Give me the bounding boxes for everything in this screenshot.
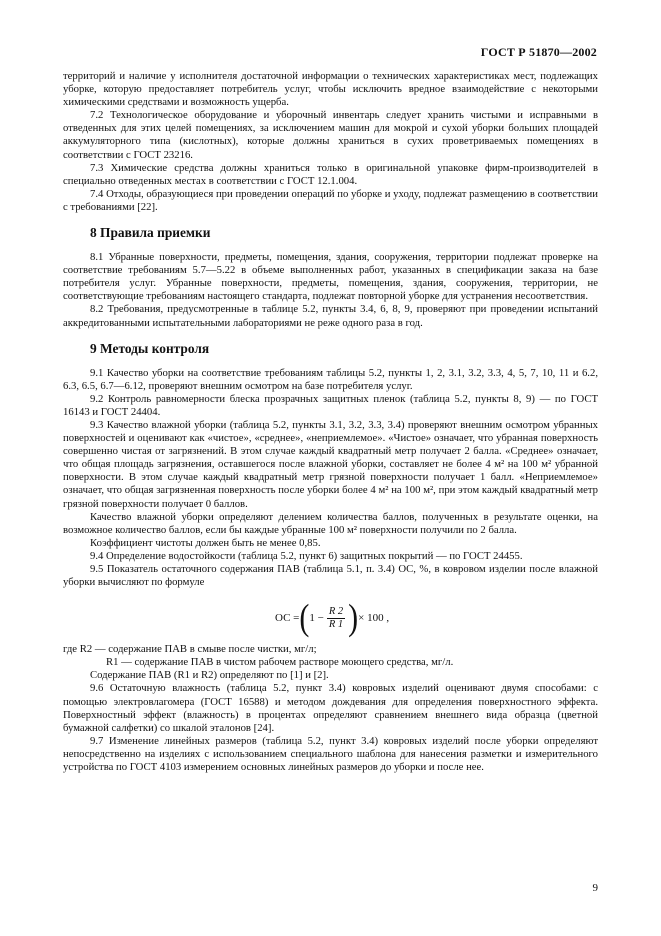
formula-os — [63, 596, 598, 639]
formula-rhs: × 100 , — [358, 611, 390, 624]
paragraph-intro: территорий и наличие у исполнителя достаточной информации о технических характеристиках мест, подлежащих уборке, которую предоставляет потребитель услуг, чтобы исключить вредное взаимодействие с некоторыми химическими средствами и возможность ущерба. — [63, 70, 598, 109]
formula-numerator: R 2 — [328, 605, 344, 617]
page-number: 9 — [592, 882, 598, 894]
formula-denominator: R 1 — [328, 618, 344, 630]
paragraph-9-3-coefficient: Коэффициент чистоты должен быть не менее 0,85. — [90, 536, 321, 549]
paragraph-9-7: 9.7 Изменение линейных размеров (таблица 5.2, пункт 3.4) ковровых изделий после уборки определяют непосредственно на изделиях с использованием специального шаблона для нанесения разметки и измерительного устройства по ГОСТ 4103 измерением основных линейных размеров до уборки и после нее. — [63, 734, 598, 774]
paragraph-9-3: 9.3 Качество влажной уборки (таблица 5.2, пункты 3.1, 3.2, 3.3, 3.4) проверяют внешним осмотром убранных поверхностей и оценивают как «чистое», «среднее», «неприемлемое». «Чистое» означает, что убранная поверхность совершенно чистая от загрязнений. В этом случае каждый квадратный метр получает 2 балла. «Среднее» означает, что общая площадь загрязнения, оставшегося после влажной уборки, составляет не более 4 м² на 100 м² убранной поверхности. В этом случае каждый квадратный метр грязной поверхности получает 1 балл. «Неприемлемое» означает, что общая загрязненная поверхность после уборки более 4 м² на 100 м², при этом каждый квадратный метр грязной поверхности получает 0 баллов. — [63, 418, 598, 510]
paragraph-9-1: 9.1 Качество уборки на соответствие требованиям таблицы 5.2, пункты 1, 2, 3.1, 3.2, 3.3, 4, 5, 7, 10, 11 и 6.2, 6.3, 6.5, 6.7—6.12, проверяют внешним осмотром на базе потребителя услуг. — [63, 366, 598, 392]
document-body — [63, 70, 598, 774]
formula-right-paren: ) — [348, 596, 359, 639]
paragraph-9-6: 9.6 Остаточную влажность (таблица 5.2, пункт 3.4) ковровых изделий оценивают двумя способами: с помощью электровлагомера (ГОСТ 16588) и методом дождевания для определения поверхностного эффекта. Поверхностный эффект (влажность) в процентах определяют сравнением внешнего вида образца (цветной бумажной салфетки) со шкалой эталонов [24]. — [63, 682, 598, 734]
where-r1: R1 — содержание ПАВ в чистом рабочем растворе моющего средства, мг/л. — [106, 656, 454, 669]
formula-lhs: ОС = — [275, 611, 300, 624]
paragraph-7-2: 7.2 Технологическое оборудование и уборочный инвентарь следует хранить чистыми и исправными в отведенных для этих целей помещениях, за исключением машин для мокрой и сухой уборки больших площадей аккумуляторного типа (кислотных), которые должны храниться в сухих проветриваемых помещениях в соответствии с ГОСТ 23216. — [63, 109, 598, 161]
section-8-heading: 8 Правила приемки — [90, 225, 211, 241]
paragraph-7-3: 7.3 Химические средства должны храниться только в оригинальной упаковке фирм-производителей в специально отведенных местах в соответствии с ГОСТ 12.1.004. — [63, 161, 598, 187]
formula-one-minus: 1 − — [309, 611, 324, 624]
paragraph-8-2: 8.2 Требования, предусмотренные в таблице 5.2, пункты 3.4, 6, 8, 9, проверяют при проведении испытаний аккредитованными испытательными лабораториями не реже одного раза в год. — [63, 303, 598, 329]
section-9-heading: 9 Методы контроля — [90, 340, 210, 356]
formula-fraction — [327, 606, 345, 631]
formula-left-paren: ( — [299, 596, 310, 639]
standard-header: ГОСТ Р 51870—2002 — [480, 45, 597, 59]
paragraph-7-4: 7.4 Отходы, образующиеся при проведении операций по уборке и уходу, подлежат размещению в соответствии с требованиями [22]. — [63, 187, 598, 213]
paragraph-9-4: 9.4 Определение водостойкости (таблица 5.2, пункт 6) защитных покрытий — по ГОСТ 24455. — [90, 549, 523, 562]
paragraph-9-2: 9.2 Контроль равномерности блеска прозрачных защитных пленок (таблица 5.2, пункты 8, 9) — по ГОСТ 16143 и ГОСТ 24404. — [63, 392, 598, 418]
paragraph-9-5: 9.5 Показатель остаточного содержания ПАВ (таблица 5.1, п. 3.4) ОС, %, в ковровом изделии после влажной уборки вычисляют по формуле — [63, 563, 598, 589]
where-r2: где R2 — содержание ПАВ в смыве после чистки, мг/л; — [63, 643, 317, 656]
paragraph-8-1: 8.1 Убранные поверхности, предметы, помещения, здания, сооружения, территории подлежат проверке на соответствие требованиям 5.7—5.22 в объеме выполненных работ, указанных в спецификации заказа на базе потребителя услуг. Убранные поверхности, предметы, помещения, здания, сооружения, территории, не соответствующие требованиям настоящего стандарта, подлежат повторной уборке для устранения несоответствия. — [63, 251, 598, 303]
paragraph-9-3-scoring: Качество влажной уборки определяют делением количества баллов, полученных в результате оценки, на возможное количество баллов, если бы каждые убранные 100 м² поверхности получили по 2 балла. — [63, 510, 598, 536]
content-pav: Содержание ПАВ (R1 и R2) определяют по [1] и [2]. — [90, 669, 329, 682]
